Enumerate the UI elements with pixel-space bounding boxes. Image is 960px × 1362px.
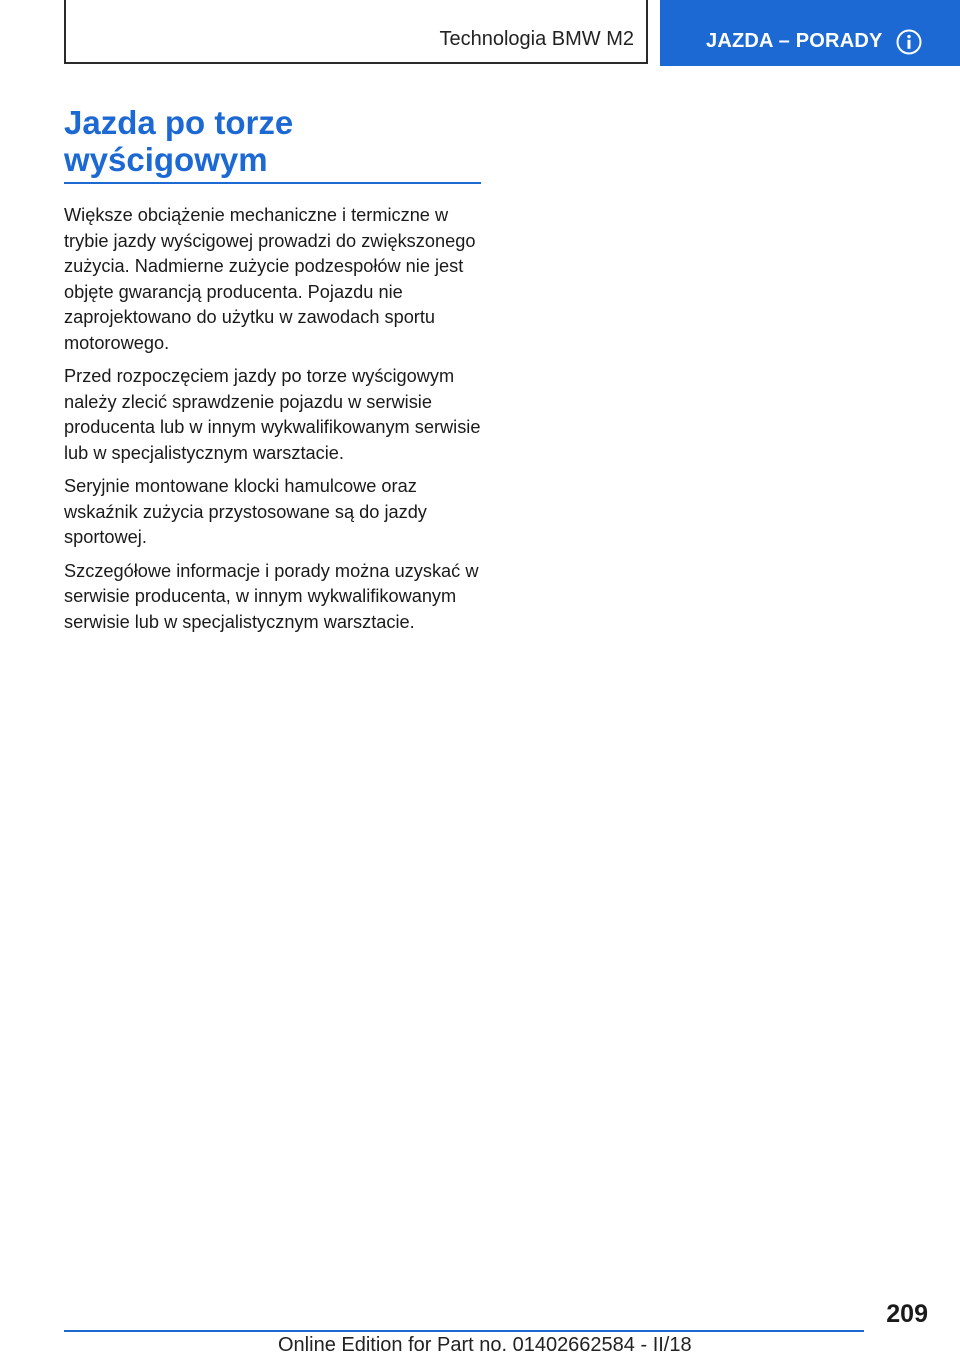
heading-divider xyxy=(64,182,481,184)
paragraph: Szczegółowe informacje i porady można uzyskać w serwisie producenta, w innym wykwalifikowanym serwisie lub w specjalistycznym warsztacie. xyxy=(64,560,479,632)
body-text xyxy=(64,203,494,643)
paragraph: Seryjnie montowane klocki hamulcowe oraz wskaźnik zużycia przystosowane są do jazdy sportowej. xyxy=(64,476,427,547)
page-title xyxy=(64,104,484,178)
paragraph: Większe obciążenie mechaniczne i termiczne w trybie jazdy wyścigowej prowadzi do zwiększonego zużycia. Nadmierne zużycie podzespołów nie jest objęte gwarancją producenta. Pojazdu nie zaprojektowano do użytku w zawodach sportu motorowego. xyxy=(64,205,476,353)
footer-divider xyxy=(64,1330,864,1332)
header-title-box xyxy=(64,0,648,64)
manual-title: Technologia BMW M2 xyxy=(439,28,634,50)
section-title: JAZDA – PORADY xyxy=(706,30,883,52)
page-number: 209 xyxy=(886,1300,928,1328)
page-title-line-2: wyścigowym xyxy=(64,141,268,178)
section-tab[interactable] xyxy=(660,0,960,66)
paragraph: Przed rozpoczęciem jazdy po torze wyścigowym należy zlecić sprawdzenie pojazdu w serwisie producenta lub w innym wykwalifikowanym serwisie lub w specjalistycznym warsztacie. xyxy=(64,366,481,463)
info-icon[interactable] xyxy=(896,29,922,55)
page-title-line-1: Jazda po torze xyxy=(64,104,294,141)
footer-edition: Online Edition for Part no. 01402662584 - II/18 xyxy=(278,1334,692,1356)
